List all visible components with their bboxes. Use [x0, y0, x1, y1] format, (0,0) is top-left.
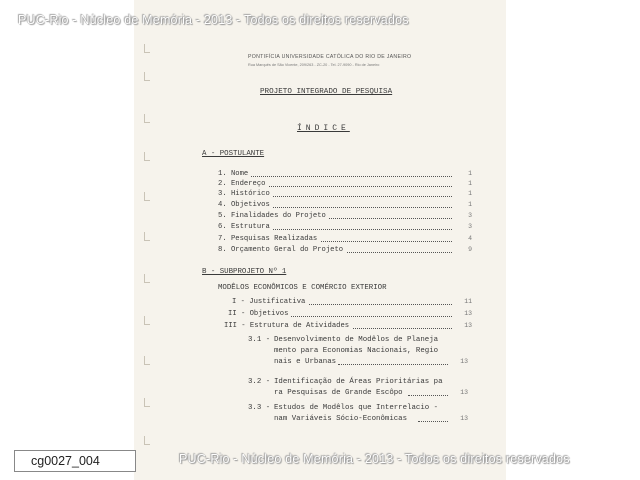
institution-address: Rua Marquês de São Vicente, 209/263 - ZC-20 - Tel. 27-9090 - Rio de Janeiro: [248, 63, 380, 67]
section-b-subtitle: MODÊLOS ECONÔMICOS E COMÉRCIO EXTERIOR: [218, 284, 387, 292]
toc-page: 4: [468, 235, 472, 242]
margin-mark: [144, 274, 150, 283]
toc-page: 13: [464, 310, 472, 317]
toc-subnumber: 3.3 -: [248, 404, 271, 412]
toc-row: [218, 212, 472, 221]
toc-label-text: Estrutura de Atividades: [249, 322, 350, 330]
toc-number: III -: [224, 322, 250, 330]
toc-page: 11: [464, 298, 472, 305]
toc-subline: ra Pesquisas de Grande Escôpo: [274, 389, 403, 397]
toc-subnumber: 3.1 -: [248, 336, 271, 344]
toc-subline: Desenvolvimento de Modêlos de Planeja: [274, 336, 439, 344]
margin-mark: [144, 192, 150, 201]
toc-subline: mento para Economias Nacionais, Regio: [274, 347, 439, 355]
toc-row: [218, 190, 472, 199]
toc-number: II -: [228, 310, 250, 318]
toc-page: 1: [468, 180, 472, 187]
margin-mark: [144, 356, 150, 365]
leader-dots: [408, 395, 448, 396]
toc-row: [224, 322, 472, 331]
toc-label: 4. Objetivos: [218, 201, 273, 209]
toc-label: 6. Estrutura: [218, 223, 273, 231]
toc-row: [218, 235, 472, 244]
leader-dots: [218, 176, 452, 177]
toc-label: 7. Pesquisas Realizadas: [218, 235, 320, 243]
margin-mark: [144, 114, 150, 123]
margin-mark: [144, 316, 150, 325]
toc-page: 13: [460, 415, 468, 422]
margin-mark: [144, 44, 150, 53]
leader-dots: [338, 364, 448, 365]
margin-mark: [144, 232, 150, 241]
toc-page: 1: [468, 190, 472, 197]
toc-row: [218, 223, 472, 232]
toc-label: 3. Histórico: [218, 190, 273, 198]
section-b-heading: B - SUBPROJETO Nº 1: [202, 268, 287, 276]
toc-page: 13: [464, 322, 472, 329]
toc-page: 13: [460, 358, 468, 365]
toc-row: [218, 201, 472, 210]
watermark-top: PUC-Rio - Núcleo de Memória - 2013 - Todos os direitos reservados: [18, 13, 409, 27]
toc-row: [218, 246, 472, 255]
toc-label: [224, 298, 308, 306]
document-id-label: cg0027_004: [14, 450, 136, 472]
toc-row: [218, 170, 472, 179]
toc-page: 3: [468, 212, 472, 219]
toc-label-text: Justificativa: [249, 298, 306, 306]
toc-page: 1: [468, 201, 472, 208]
toc-subline: Identificação de Áreas Prioritárias pa: [274, 378, 443, 386]
toc-label-text: Objetivos: [249, 310, 289, 318]
margin-mark: [144, 72, 150, 81]
toc-subline: nam Variáveis Sócio-Econômicas: [274, 415, 408, 423]
document-title: PROJETO INTEGRADO DE PESQUISA: [260, 88, 393, 96]
toc-page: 3: [468, 223, 472, 230]
margin-mark: [144, 436, 150, 445]
toc-label: [224, 322, 352, 330]
toc-subnumber: 3.2 -: [248, 378, 271, 386]
toc-label: 2. Endereço: [218, 180, 268, 188]
toc-label: 1. Nome: [218, 170, 251, 178]
watermark-bottom: PUC-Rio - Núcleo de Memória - 2013 - Todos os direitos reservados: [179, 452, 570, 466]
toc-subline: nais e Urbanas: [274, 358, 337, 366]
institution-name: PONTIFÍCIA UNIVERSIDADE CATÓLICA DO RIO DE JANEIRO: [248, 54, 412, 60]
toc-label: 5. Finalidades do Projeto: [218, 212, 329, 220]
toc-row: [224, 310, 472, 319]
toc-number: I -: [232, 298, 250, 306]
toc-label: 8. Orçamento Geral do Projeto: [218, 246, 346, 254]
margin-mark: [144, 152, 150, 161]
index-heading: ÍNDICE: [297, 124, 350, 133]
toc-page: 9: [468, 246, 472, 253]
margin-mark: [144, 398, 150, 407]
toc-row: [218, 180, 472, 189]
section-a-heading: A - POSTULANTE: [202, 150, 265, 158]
toc-label: [224, 310, 291, 318]
toc-page: 13: [460, 389, 468, 396]
toc-page: 1: [468, 170, 472, 177]
toc-row: [224, 298, 472, 307]
leader-dots: [418, 421, 448, 422]
toc-subline: Estudos de Modêlos que Interrelacio -: [274, 404, 439, 412]
